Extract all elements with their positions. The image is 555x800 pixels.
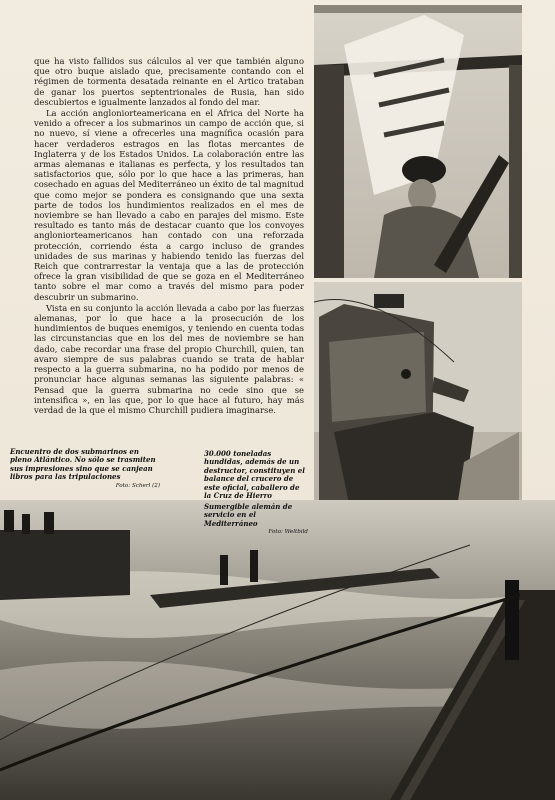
photo-credit-right: Foto: Weltbild — [268, 529, 308, 536]
photo-submarines-atlantic — [0, 500, 555, 800]
caption-right-top-text: 30.000 toneladas hundidas, además de un destructor, constituyen el balance del crucero de este oficial, caballero de la Cruz de Hierro — [204, 449, 305, 501]
photo-credit-left: Foto: Scherl (2) — [115, 482, 160, 489]
photo-submarine-tower — [314, 282, 522, 532]
article-text — [34, 56, 304, 416]
article-paragraph: La acción angloniorteamericana en el Africa del Norte ha venido a ofrecer a los submarinos un campo de acción que, si no nuevo, sí viene a ofrecerles una magnífica ocasión para hacer verdaderos estragos en las flotas mercantes de Inglaterra y de los Estados Unidos. La colaboración entre las armas alemanas e italianas es perfecta, y los resultados tan satisfactorios que, sólo por lo que hace a las primeras, han cosechado en aguas del Mediterráneo un éxito de tal magnitud que como mejor se pondera es consignando que una sexta parte de todos los hundimientos realizados en el mes de noviembre se han llevado a cabo en parajes del mismo. Este resultado es tanto más de destacar cuanto que los convoyes angloniorteamericanos han contado con una reforzada protección, corriendo ésta a cargo incluso de grandes unidades de sus marinas y habiendo tenido las fuerzas del Reich que contrarrestar la ventaja que a las de protección ofrece la gran visibilidad de que se goza en el Mediterráneo tanto sobre el mar como a través del mismo para poder descubrir un submarino. — [34, 108, 304, 302]
caption-right-top — [204, 450, 308, 500]
article-paragraph: Vista en su conjunto la acción llevada a cabo por las fuerzas alemanas, por lo que hace a la prosecución de los hundimientos de buques enemigos, y teniendo en cuenta todas las circunstancias que en los del mes de noviembre se han dado, cabe recordar una frase del propio Churchill, quien, tan avaro siempre de sus palabras cuando se trata de hablar respecto a la guerra submarina, no ha podido por menos de pronunciar hace algunas semanas las siguiente palabras: « Pensad que la guerra submarina no cede sino que se intensifica », en las que, por lo que hace al futuro, hay más verdad de la que el mismo Churchill pudiera imaginarse. — [34, 302, 304, 415]
photo-officer — [314, 5, 522, 278]
caption-right-bottom-text: Sumergible alemán de servicio en el Mediterráneo — [204, 502, 293, 528]
article-paragraph: que ha visto fallidos sus cálculos al ver que también alguno que otro buque aislado que, precisamente contando con el régimen de tormenta desatada reinante en el Artico trataban de ganar los puertos septentrionales de Rusia, han sido descubiertos e igualmente lanzados al fondo del mar. — [34, 56, 304, 107]
caption-left — [10, 448, 160, 490]
caption-right-bottom — [204, 503, 308, 537]
caption-left-text: Encuentro de dos submarinos en pleno Atlántico. No sólo se trasmiten sus impresiones sino que se canjean libros para las tripulaciones — [10, 447, 156, 482]
